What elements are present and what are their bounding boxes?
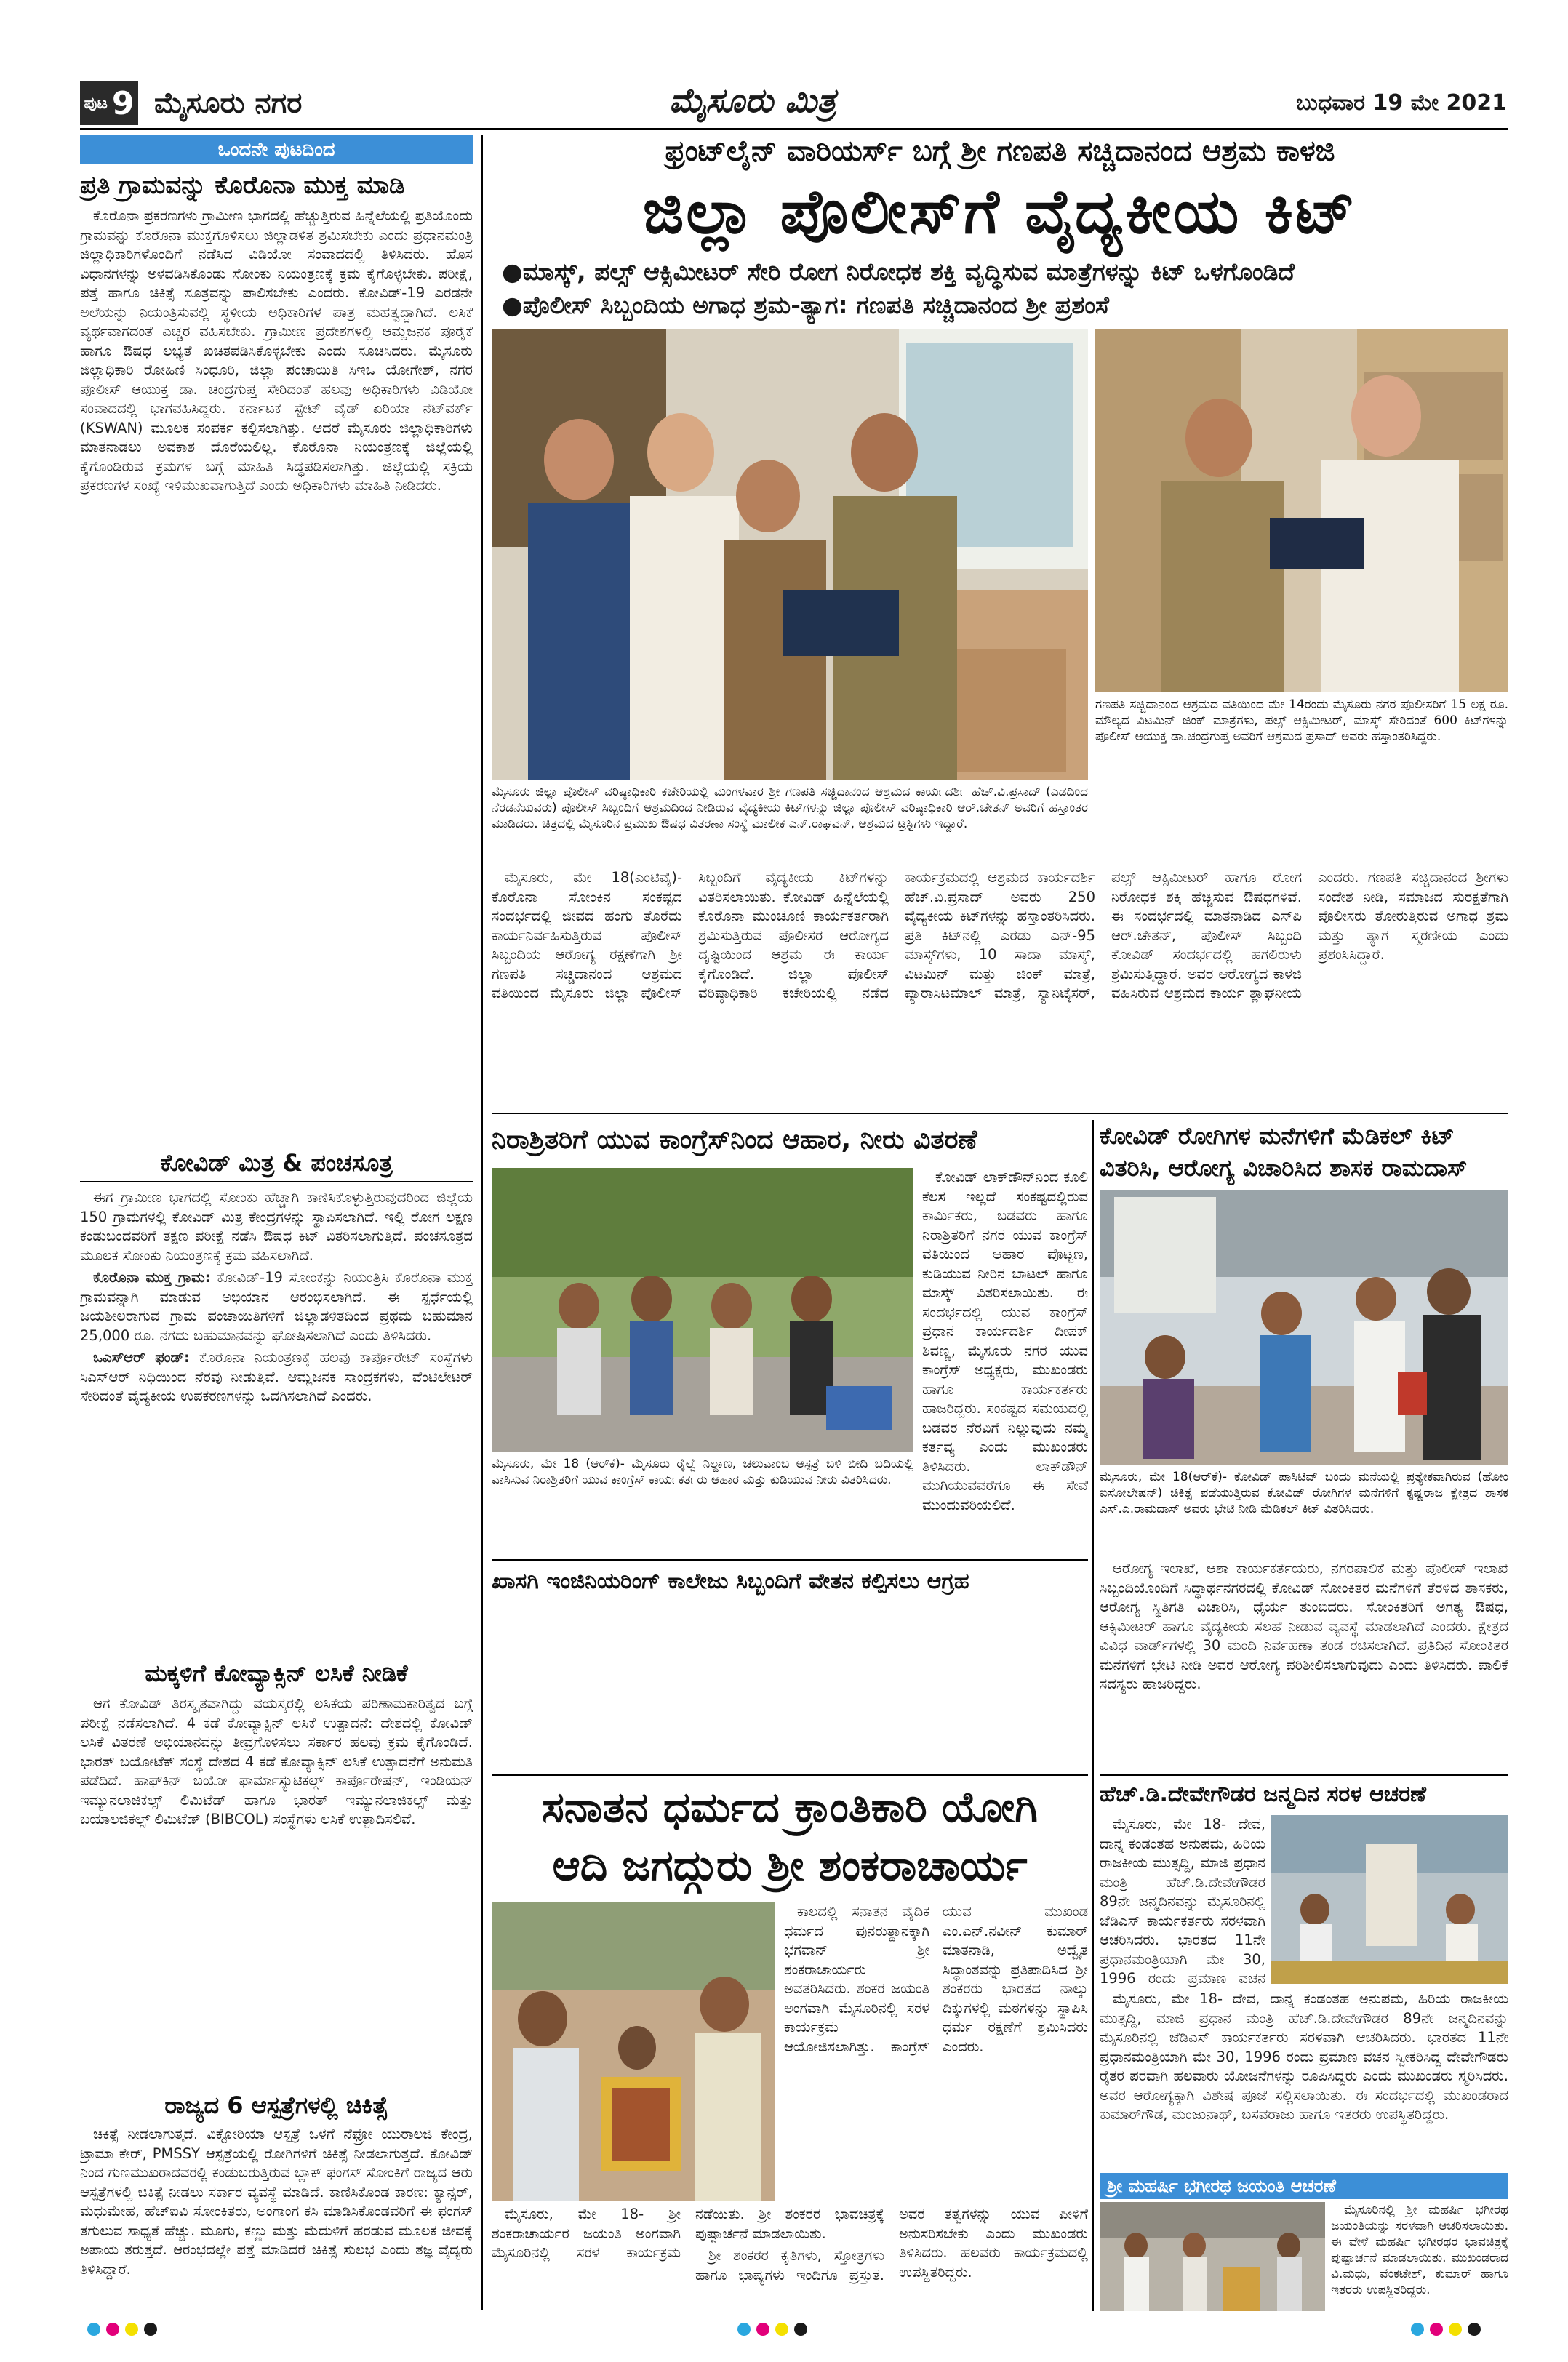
left-body-paragraph-6: ಚಿಕಿತ್ಸೆ ನೀಡಲಾಗುತ್ತದೆ. ವಿಕ್ಟೋರಿಯಾ ಆಸ್ಪತ್ರೆ ಒಳಗೆ ನೆಫ್ರೋ ಯುರಾಲಜಿ ಕೇಂದ್ರ, ಟ್ರಾಮಾ ಕೇರ್, PMSSY ಆಸ್ಪತ್ರೆಯಲ್ಲಿ ರೋಗಿಗಳಿಗೆ ಚಿಕಿತ್ಸೆ ನೀಡಲಾಗುತ್ತದೆ. ಕೋವಿಡ್ ನಿಂದ ಗುಣಮುಖರಾದವರಲ್ಲಿ ಕಂಡುಬರುತ್ತಿರುವ ಬ್ಲಾಕ್ ಫಂಗಸ್ ಸೋಂಕಿಗೆ ರಾಜ್ಯದ ಆರು ಆಸ್ಪತ್ರೆಗಳಲ್ಲಿ ಚಿಕಿತ್ಸೆ ನೀಡಲು ಸರ್ಕಾರ ವ್ಯವಸ್ಥೆ ಮಾಡಿದೆ. ಕಾಣಿಸಿಕೊಂಡ ಕಾರಣ: ಕ್ಯಾನ್ಸರ್, ಮಧುಮೇಹ, ಹೆಚ್‌ಐವಿ ಸೋಂಕಿತರು, ಅಂಗಾಂಗ ಕಸಿ ಮಾಡಿಸಿಕೊಂಡವರಿಗೆ ಈ ಫಂಗಸ್ ತಗುಲುವ ಸಾಧ್ಯತೆ ಹೆಚ್ಚು. ಮೂಗು, ಕಣ್ಣು ಮತ್ತು ಮೆದುಳಿಗೆ ಹರಡುವ ಮೂಲಕ ಜೀವಕ್ಕೆ ಅಪಾಯ ತರುತ್ತದೆ. ಆರಂಭದಲ್ಲೇ ಪತ್ತೆ ಮಾಡಿದರೆ ಚಿಕಿತ್ಸೆ ಸುಲಭ ಎಂದು ತಜ್ಞ ವೈದ್ಯರು ತಿಳಿಸಿದ್ದಾರೆ. [80, 2126, 473, 2278]
lead-body-paragraph: ಮೈಸೂರು, ಮೇ 18(ಎಂಟಿವೈ)- ಕೊರೊನಾ ಸೋಂಕಿನ ಸಂಕಷ್ಟದ ಸಂದರ್ಭದಲ್ಲಿ ಜೀವದ ಹಂಗು ತೊರೆದು ಕಾರ್ಯನಿರ್ವಹಿಸುತ್ತಿರುವ ಪೊಲೀಸ್ ಸಿಬ್ಬಂದಿಯ ಆರೋಗ್ಯ ರಕ್ಷಣೆಗಾಗಿ ಶ್ರೀ ಗಣಪತಿ ಸಚ್ಚಿದಾನಂದ ಆಶ್ರಮದ ವತಿಯಿಂದ ಮೈಸೂರು ಜಿಲ್ಲಾ ಪೊಲೀಸ್ ಸಿಬ್ಬಂದಿಗೆ ವೈದ್ಯಕೀಯ ಕಿಟ್‌ಗಳನ್ನು ವಿತರಿಸಲಾಯಿತು. ಕೋವಿಡ್ ಹಿನ್ನೆಲೆಯಲ್ಲಿ ಕೊರೊನಾ ಮುಂಚೂಣಿ ಕಾರ್ಯಕರ್ತರಾಗಿ ಶ್ರಮಿಸುತ್ತಿರುವ ಪೊಲೀಸರ ಆರೋಗ್ಯದ ದೃಷ್ಟಿಯಿಂದ ಆಶ್ರಮ ಈ ಕಾರ್ಯ ಕೈಗೊಂಡಿದೆ. ಜಿಲ್ಲಾ ಪೊಲೀಸ್ ವರಿಷ್ಠಾಧಿಕಾರಿ ಕಚೇರಿಯಲ್ಲಿ ನಡೆದ ಕಾರ್ಯಕ್ರಮದಲ್ಲಿ ಆಶ್ರಮದ ಕಾರ್ಯದರ್ಶಿ ಹೆಚ್.ವಿ.ಪ್ರಸಾದ್ ಅವರು 250 ವೈದ್ಯಕೀಯ ಕಿಟ್‌ಗಳನ್ನು ಹಸ್ತಾಂತರಿಸಿದರು. ಪ್ರತಿ ಕಿಟ್‌ನಲ್ಲಿ ಎರಡು ಎನ್-95 ಮಾಸ್ಕ್‌ಗಳು, 10 ಸಾದಾ ಮಾಸ್ಕ್, ವಿಟಮಿನ್ ಮತ್ತು ಜಿಂಕ್ ಮಾತ್ರೆ, ಪ್ಯಾರಾಸಿಟಮಾಲ್ ಮಾತ್ರೆ, ಸ್ಯಾನಿಟೈಸರ್, ಪಲ್ಸ್ ಆಕ್ಸಿಮೀಟರ್ ಹಾಗೂ ರೋಗ ನಿರೋಧಕ ಶಕ್ತಿ ಹೆಚ್ಚಿಸುವ ಔಷಧಗಳಿವೆ. ಈ ಸಂದರ್ಭದಲ್ಲಿ ಮಾತನಾಡಿದ ಎಸ್‌ಪಿ ಆರ್.ಚೇತನ್, ಪೊಲೀಸ್ ಸಿಬ್ಬಂದಿ ಕೋವಿಡ್ ಸಂದರ್ಭದಲ್ಲಿ ಹಗಲಿರುಳು ಶ್ರಮಿಸುತ್ತಿದ್ದಾರೆ. ಅವರ ಆರೋಗ್ಯದ ಕಾಳಜಿ ವಹಿಸಿರುವ ಆಶ್ರಮದ ಕಾರ್ಯ ಶ್ಲಾಘನೀಯ ಎಂದರು. ಗಣಪತಿ ಸಚ್ಚಿದಾನಂದ ಶ್ರೀಗಳು ಸಂದೇಶ ನೀಡಿ, ಸಮಾಜದ ಸುರಕ್ಷತೆಗಾಗಿ ಪೊಲೀಸರು ತೋರುತ್ತಿರುವ ಅಗಾಧ ಶ್ರಮ ಮತ್ತು ತ್ಯಾಗ ಸ್ಮರಣೀಯ ಎಂದು ಪ್ರಶಂಸಿಸಿದ್ದಾರೆ. [492, 869, 1508, 1001]
inline-text: ಕೋವಿಡ್-19 ಸೋಂಕನ್ನು ನಿಯಂತ್ರಿಸಿ ಕೊರೊನಾ ಮುಕ್ತ ಗ್ರಾಮವನ್ನಾಗಿ ಮಾಡುವ ಅಭಿಯಾನ ಆರಂಭಿಸಲಾಗಿದೆ. ಈ ಸ್ಪರ್ಧೆಯಲ್ಲಿ ಜಯಶೀಲರಾಗುವ ಗ್ರಾಮ ಪಂಚಾಯಿತಿಗಳಿಗೆ ಜಿಲ್ಲಾಡಳಿತದಿಂದ ಪ್ರಥಮ ಬಹುಮಾನ 25,000 ರೂ. ನಗದು ಬಹುಮಾನವನ್ನು ಘೋಷಿಸಲಾಗಿದೆ ಎಂದು ತಿಳಿಸಿದರು. [80, 1269, 473, 1344]
shankara-paragraph-2: ಶ್ರೀ ಶಂಕರರ ಕೃತಿಗಳು, ಸ್ತೋತ್ರಗಳು ಹಾಗೂ ಭಾಷ್ಯಗಳು ಇಂದಿಗೂ ಪ್ರಸ್ತುತ. ಅವರ ತತ್ವಗಳನ್ನು ಯುವ ಪೀಳಿಗೆ ಅನುಸರಿಸಬೇಕು ಎಂದು ಮುಖಂಡರು ತಿಳಿಸಿದರು. ಹಲವರು ಕಾರ್ಯಕ್ರಮದಲ್ಲಿ ಉಪಸ್ಥಿತರಿದ್ದರು. [695, 2206, 1088, 2283]
section-name: ಮೈಸೂರು ನಗರ [154, 87, 303, 120]
hdd-headline: ಹೆಚ್.ಡಿ.ದೇವೇಗೌಡರ ಜನ್ಮದಿನ ಸರಳ ಆಚರಣೆ [1100, 1782, 1426, 1807]
left-headline: ಪ್ರತಿ ಗ್ರಾಮವನ್ನು ಕೊರೊನಾ ಮುಕ್ತ ಮಾಡಿ [80, 171, 405, 200]
print-registration-dots-right [1411, 2323, 1487, 2339]
page-number-box [80, 81, 138, 125]
left-article-body-3 [80, 1694, 473, 2087]
shankara-body-2 [492, 2205, 1088, 2307]
shankara-paragraph: ಕಾಲದಲ್ಲಿ ಸನಾತನ ವೈದಿಕ ಧರ್ಮದ ಪುನರುತ್ಥಾನಕ್ಕಾಗಿ ಭಗವಾನ್ ಶ್ರೀ ಶಂಕರಾಚಾರ್ಯರು ಅವತರಿಸಿದರು. ಶಂಕರ ಜಯಂತಿ ಅಂಗವಾಗಿ ಮೈಸೂರಿನಲ್ಲಿ ಸರಳ ಕಾರ್ಯಕ್ರಮ ಆಯೋಜಿಸಲಾಗಿತ್ತು. ಕಾಂಗ್ರೆಸ್ ಯುವ ಮುಖಂಡ ಎಂ.ಎನ್.ನವೀನ್ ಕುಮಾರ್ ಮಾತನಾಡಿ, ಅದ್ವೈತ ಸಿದ್ಧಾಂತವನ್ನು ಪ್ರತಿಪಾದಿಸಿದ ಶ್ರೀ ಶಂಕರರು ಭಾರತದ ನಾಲ್ಕು ದಿಕ್ಕುಗಳಲ್ಲಿ ಮಠಗಳನ್ನು ಸ್ಥಾಪಿಸಿ ಧರ್ಮ ರಕ್ಷಣೆಗೆ ಶ್ರಮಿಸಿದರು ಎಂದರು. [784, 1903, 1088, 2055]
bhageeratha-body [1331, 2202, 1508, 2311]
bhageeratha-headline: ಶ್ರೀ ಮಹರ್ಷಿ ಭಗೀರಥ ಜಯಂತಿ ಆಚರಣೆ [1100, 2173, 1508, 2199]
hdd-paragraph-2: ಮೈಸೂರು, ಮೇ 18- ದೇವ, ದಾನ್ನ ಕಂಡಂತಹ ಅನುಪಮ, ಹಿರಿಯ ರಾಜಕೀಯ ಮುತ್ಸದ್ದಿ, ಮಾಜಿ ಪ್ರಧಾನ ಮಂತ್ರಿ ಹೆಚ್.ಡಿ.ದೇವೇಗೌಡರ 89ನೇ ಜನ್ಮದಿನವನ್ನು ಮೈಸೂರಿನಲ್ಲಿ ಜೆಡಿಎಸ್ ಕಾರ್ಯಕರ್ತರು ಸರಳವಾಗಿ ಆಚರಿಸಿದರು. ಭಾರತದ 11ನೇ ಪ್ರಧಾನಮಂತ್ರಿಯಾಗಿ ಮೇ 30, 1996 ರಂದು ಪ್ರಮಾಣ ವಚನ ಸ್ವೀಕರಿಸಿದ್ದ ದೇವೇಗೌಡರು ರೈತರ ಪರವಾಗಿ ಹಲವಾರು ಯೋಜನೆಗಳನ್ನು ರೂಪಿಸಿದ್ದರು ಎಂದು ಮುಖಂಡರು ಸ್ಮರಿಸಿದರು. ಅವರ ಆರೋಗ್ಯಕ್ಕಾಗಿ ವಿಶೇಷ ಪೂಜೆ ಸಲ್ಲಿಸಲಾಯಿತು. ಈ ಸಂದರ್ಭದಲ್ಲಿ ಮುಖಂಡರಾದ ಕುಮಾರ್‌ಗೌಡ, ಮಂಜುನಾಥ್, ಬಸವರಾಜು ಹಾಗೂ ಇತರರು ಉಪಸ್ಥಿತರಿದ್ದರು. [1100, 1990, 1508, 2123]
continued-ribbon: ಒಂದನೇ ಪುಟದಿಂದ [80, 135, 473, 164]
photo-commissioner-kit-handover [1095, 329, 1508, 692]
shankara-headline-line1: ಸನಾತನ ಧರ್ಮದ ಕ್ರಾಂತಿಕಾರಿ ಯೋಗಿ [542, 1782, 1038, 1832]
sub-headline-hospitals: ರಾಜ್ಯದ 6 ಆಸ್ಪತ್ರೆಗಳಲ್ಲಿ ಚಿಕಿತ್ಸೆ [164, 2091, 388, 2119]
engineering-headline: ಖಾಸಗಿ ಇಂಜಿನಿಯರಿಂಗ್ ಕಾಲೇಜು ಸಿಬ್ಬಂದಿಗೆ ವೇತನ ಕಲ್ಪಿಸಲು ಆಗ್ರಹ [492, 1569, 969, 1594]
shankara-headline-line2: ಆದಿ ಜಗದ್ಗುರು ಶ್ರೀ ಶಂಕರಾಚಾರ್ಯ [552, 1841, 1028, 1890]
photo-caption-1: ಮೈಸೂರು ಜಿಲ್ಲಾ ಪೊಲೀಸ್ ವರಿಷ್ಠಾಧಿಕಾರಿ ಕಚೇರಿಯಲ್ಲಿ ಮಂಗಳವಾರ ಶ್ರೀ ಗಣಪತಿ ಸಚ್ಚಿದಾನಂದ ಆಶ್ರಮದ ಕಾರ್ಯದರ್ಶಿ ಹೆಚ್.ವಿ.ಪ್ರಸಾದ್ (ಎಡದಿಂದ ನೆರಡನೆಯವರು) ಪೊಲೀಸ್ ಸಿಬ್ಬಂದಿಗೆ ಆಶ್ರಮದಿಂದ ನೀಡಿರುವ ವೈದ್ಯಕೀಯ ಕಿಟ್‌ಗಳನ್ನು ಜಿಲ್ಲಾ ಪೊಲೀಸ್ ವರಿಷ್ಠಾಧಿಕಾರಿ ಆರ್.ಚೇತನ್ ಅವರಿಗೆ ಹಸ್ತಾಂತರ ಮಾಡಿದರು. ಚಿತ್ರದಲ್ಲಿ ಮೈಸೂರಿನ ಪ್ರಮುಖ ಔಷಧ ವಿತರಣಾ ಸಂಸ್ಥೆ ಮಾಲೀಕ ಎನ್.ರಾಘವನ್, ಆಶ್ರಮದ ಟ್ರಸ್ಟಿಗಳು ಇದ್ದಾರೆ. [492, 785, 1088, 831]
sub-headline-covid-mitra: ಕೋವಿಡ್ ಮಿತ್ರ & ಪಂಚಸೂತ್ರ [160, 1149, 393, 1177]
shankara-body [784, 1902, 1088, 2201]
photo-police-kit-handover [492, 329, 1088, 780]
left-body-paragraph-4 [80, 1348, 473, 1406]
photo-caption-2: ಗಣಪತಿ ಸಚ್ಚಿದಾನಂದ ಆಶ್ರಮದ ವತಿಯಿಂದ ಮೇ 14ರಂದು ಮೈಸೂರು ನಗರ ಪೊಲೀಸರಿಗೆ 15 ಲಕ್ಷ ರೂ. ಮೌಲ್ಯದ ವಿಟಮಿನ್ ಜಿಂಕ್ ಮಾತ್ರೆಗಳು, ಪಲ್ಸ್ ಆಕ್ಸಿಮೀಟರ್, ಮಾಸ್ಕ್ ಸೇರಿದಂತೆ 600 ಕಿಟ್‌ಗಳನ್ನು ಪೊಲೀಸ್ ಆಯುಕ್ತ ಡಾ.ಚಂದ್ರಗುಪ್ತ ಅವರಿಗೆ ಆಶ್ರಮದ ಪ್ರಸಾದ್ ಅವರು ಹಸ್ತಾಂತರಿಸಿದ್ದರು. [1095, 697, 1508, 744]
photo-caption-4: ಮೈಸೂರು, ಮೇ 18(ಆರ್‌ಕೆ)- ಕೋವಿಡ್ ಪಾಸಿಟಿವ್ ಬಂದು ಮನೆಯಲ್ಲಿ ಪ್ರತ್ಯೇಕವಾಗಿರುವ (ಹೋಂ ಐಸೋಲೇಷನ್) ಚಿಕಿತ್ಸೆ ಪಡೆಯುತ್ತಿರುವ ಕೋವಿಡ್ ರೋಗಿಗಳ ಮನೆಗಳಿಗೆ ಕೃಷ್ಣರಾಜ ಕ್ಷೇತ್ರದ ಶಾಸಕ ಎಸ್.ಎ.ರಾಮದಾಸ್ ಅವರು ಭೇಟಿ ನೀಡಿ ಮೆಡಿಕಲ್ ಕಿಟ್ ವಿತರಿಸಿದರು. [1100, 1470, 1508, 1516]
lead-bullet-1: ●ಮಾಸ್ಕ್, ಪಲ್ಸ್ ಆಕ್ಸಿಮೀಟರ್ ಸೇರಿ ರೋಗ ನಿರೋಧಕ ಶಕ್ತಿ ವೃದ್ಧಿಸುವ ಮಾತ್ರೆಗಳನ್ನು ಕಿಟ್ ಒಳಗೊಂಡಿದೆ [502, 257, 1295, 286]
ramadas-headline: ಕೋವಿಡ್ ರೋಗಿಗಳ ಮನೆಗಳಿಗೆ ಮೆಡಿಕಲ್ ಕಿಟ್ ವಿತರಿಸಿ, ಆರೋಗ್ಯ ವಿಚಾರಿಸಿದ ಶಾಸಕ ರಾಮದಾಸ್ [1100, 1122, 1468, 1182]
lead-bullet-2: ●ಪೊಲೀಸ್ ಸಿಬ್ಬಂದಿಯ ಅಗಾಧ ಶ್ರಮ-ತ್ಯಾಗ: ಗಣಪತಿ ಸಚ್ಚಿದಾನಂದ ಶ್ರೀ ಪ್ರಶಂಸೆ [502, 291, 1109, 319]
column-divider [481, 135, 483, 2310]
hdd-paragraph: ಮೈಸೂರು, ಮೇ 18- ದೇವ, ದಾನ್ನ ಕಂಡಂತಹ ಅನುಪಮ, ಹಿರಿಯ ರಾಜಕೀಯ ಮುತ್ಸದ್ದಿ, ಮಾಜಿ ಪ್ರಧಾನ ಮಂತ್ರಿ ಹೆಚ್.ಡಿ.ದೇವೇಗೌಡರ 89ನೇ ಜನ್ಮದಿನವನ್ನು ಮೈಸೂರಿನಲ್ಲಿ ಜೆಡಿಎಸ್ ಕಾರ್ಯಕರ್ತರು ಸರಳವಾಗಿ ಆಚರಿಸಿದರು. ಭಾರತದ 11ನೇ ಪ್ರಧಾನಮಂತ್ರಿಯಾಗಿ ಮೇ 30, 1996 ರಂದು ಪ್ರಮಾಣ ವಚನ [1100, 1816, 1265, 1987]
youth-congress-body [922, 1168, 1088, 1558]
sub-rule [80, 1181, 473, 1182]
photo-shankara-jayanti [492, 1902, 775, 2201]
left-article-body [80, 207, 473, 1137]
left-body-paragraph-3 [80, 1268, 473, 1345]
page-label: ಪುಟ [84, 94, 108, 113]
photo-hdd-birthday [1271, 1815, 1508, 1984]
left-body-paragraph-5: ಆಗ ಕೋವಿಡ್ ತಿರಸ್ಕೃತವಾಗಿದ್ದು ವಯಸ್ಕರಲ್ಲಿ ಲಸಿಕೆಯ ಪರಿಣಾಮಕಾರಿತ್ವದ ಬಗ್ಗೆ ಪರೀಕ್ಷೆ ನಡೆಸಲಾಗಿದೆ. 4 ಕಡೆ ಕೋವ್ಯಾಕ್ಸಿನ್ ಲಸಿಕೆ ಉತ್ಪಾದನೆ: ದೇಶದಲ್ಲಿ ಕೋವಿಡ್ ಲಸಿಕೆ ವಿತರಣೆ ಅಭಿಯಾನವನ್ನು ತೀವ್ರಗೊಳಿಸಲು ಸರ್ಕಾರ ಹಲವು ಕ್ರಮ ಕೈಗೊಂಡಿದೆ. ಭಾರತ್ ಬಯೋಟೆಕ್ ಸಂಸ್ಥೆ ದೇಶದ 4 ಕಡೆ ಕೋವ್ಯಾಕ್ಸಿನ್ ಲಸಿಕೆ ಉತ್ಪಾದನೆಗೆ ಅನುಮತಿ ಪಡೆದಿದೆ. ಹಾಫ್‌ಕಿನ್ ಬಯೋ ಫಾರ್ಮಾಸ್ಯುಟಿಕಲ್ಸ್ ಕಾರ್ಪೊರೇಷನ್, ಇಂಡಿಯನ್ ಇಮ್ಯುನಲಾಜಿಕಲ್ಸ್ ಲಿಮಿಟೆಡ್ ಹಾಗೂ ಭಾರತ್ ಇಮ್ಯುನಲಾಜಿಕಲ್ಸ್ ಮತ್ತು ಬಯಾಲಜಿಕಲ್ಸ್ ಲಿಮಿಟೆಡ್ (BIBCOL) ಸಂಸ್ಥೆಗಳು ಲಸಿಕೆ ಉತ್ಪಾದಿಸಲಿವೆ. [80, 1695, 473, 1827]
left-body-paragraph-2: ಈಗ ಗ್ರಾಮೀಣ ಭಾಗದಲ್ಲಿ ಸೋಂಕು ಹೆಚ್ಚಾಗಿ ಕಾಣಿಸಿಕೊಳ್ಳುತ್ತಿರುವುದರಿಂದ ಜಿಲ್ಲೆಯ 150 ಗ್ರಾಮಗಳಲ್ಲಿ ಕೋವಿಡ್ ಮಿತ್ರ ಕೇಂದ್ರಗಳನ್ನು ಸ್ಥಾಪಿಸಲಾಗಿದೆ. ಇಲ್ಲಿ ರೋಗ ಲಕ್ಷಣ ಕಂಡುಬಂದವರಿಗೆ ತಕ್ಷಣ ಪರೀಕ್ಷೆ ನಡೆಸಿ ಔಷಧ ಕಿಟ್ ವಿತರಿಸಲಾಗುತ್ತಿದೆ. ಪಂಚಸೂತ್ರದ ಮೂಲಕ ಸೋಂಕು ನಿಯಂತ್ರಣಕ್ಕೆ ಕ್ರಮ ವಹಿಸಲಾಗಿದೆ. [80, 1189, 473, 1264]
mid-divider [492, 1559, 1088, 1561]
print-registration-dots-center [737, 2323, 813, 2339]
shankara-top-rule [492, 1774, 1088, 1776]
youth-congress-paragraph: ಕೋವಿಡ್ ಲಾಕ್‌ಡೌನ್‌ನಿಂದ ಕೂಲಿ ಕೆಲಸ ಇಲ್ಲದೆ ಸಂಕಷ್ಟದಲ್ಲಿರುವ ಕಾರ್ಮಿಕರು, ಬಡವರು ಹಾಗೂ ನಿರಾಶ್ರಿತರಿಗೆ ನಗರ ಯುವ ಕಾಂಗ್ರೆಸ್ ವತಿಯಿಂದ ಆಹಾರ ಪೊಟ್ಟಣ, ಕುಡಿಯುವ ನೀರಿನ ಬಾಟಲ್ ಹಾಗೂ ಮಾಸ್ಕ್ ವಿತರಿಸಲಾಯಿತು. ಈ ಸಂದರ್ಭದಲ್ಲಿ ಯುವ ಕಾಂಗ್ರೆಸ್ ಪ್ರಧಾನ ಕಾರ್ಯದರ್ಶಿ ದೀಪಕ್ ಶಿವಣ್ಣ, ಮೈಸೂರು ನಗರ ಯುವ ಕಾಂಗ್ರೆಸ್ ಅಧ್ಯಕ್ಷರು, ಮುಖಂಡರು ಹಾಗೂ ಕಾರ್ಯಕರ್ತರು ಹಾಜರಿದ್ದರು. ಸಂಕಷ್ಟದ ಸಮಯದಲ್ಲಿ ಬಡವರ ನೆರವಿಗೆ ನಿಲ್ಲುವುದು ನಮ್ಮ ಕರ್ತವ್ಯ ಎಂದು ಮುಖಂಡರು ತಿಳಿಸಿದರು. ಲಾಕ್‌ಡೌನ್ ಮುಗಿಯುವವರೆಗೂ ಈ ಸೇವೆ ಮುಂದುವರಿಯಲಿದೆ. [922, 1169, 1088, 1513]
hdd-body-bottom [1100, 1990, 1508, 2171]
left-body-paragraph: ಕೊರೊನಾ ಪ್ರಕರಣಗಳು ಗ್ರಾಮೀಣ ಭಾಗದಲ್ಲಿ ಹೆಚ್ಚುತ್ತಿರುವ ಹಿನ್ನೆಲೆಯಲ್ಲಿ ಪ್ರತಿಯೊಂದು ಗ್ರಾಮವನ್ನು ಕೊರೊನಾ ಮುಕ್ತಗೊಳಿಸಲು ಜಿಲ್ಲಾಡಳಿತ ಶ್ರಮಿಸಬೇಕು ಎಂದು ಪ್ರಧಾನಮಂತ್ರಿ ಜಿಲ್ಲಾಧಿಕಾರಿಗಳೊಂದಿಗೆ ನಡೆಸಿದ ವಿಡಿಯೋ ಸಂವಾದದಲ್ಲಿ ತಿಳಿಸಿದರು. ಹೊಸ ವಿಧಾನಗಳನ್ನು ಅಳವಡಿಸಿಕೊಂಡು ಸೋಂಕು ನಿಯಂತ್ರಣಕ್ಕೆ ಕ್ರಮ ಕೈಗೊಳ್ಳಬೇಕು. ಪರೀಕ್ಷೆ, ಪತ್ತೆ ಹಾಗೂ ಚಿಕಿತ್ಸೆ ಸೂತ್ರವನ್ನು ಪಾಲಿಸಬೇಕು ಎಂದರು. ಕೋವಿಡ್-19 ಎರಡನೇ ಅಲೆಯನ್ನು ನಿಯಂತ್ರಿಸುವಲ್ಲಿ ಸ್ಥಳೀಯ ಅಧಿಕಾರಿಗಳ ಪಾತ್ರ ಮಹತ್ವದ್ದಾಗಿದೆ. ಲಸಿಕೆ ವ್ಯರ್ಥವಾಗದಂತೆ ಎಚ್ಚರ ವಹಿಸಬೇಕು. ಗ್ರಾಮೀಣ ಪ್ರದೇಶಗಳಲ್ಲಿ ಆಮ್ಲಜನಕ ಪೂರೈಕೆ ಹಾಗೂ ಔಷಧ ಲಭ್ಯತೆ ಖಚಿತಪಡಿಸಿಕೊಳ್ಳಬೇಕು ಎಂದು ಸೂಚಿಸಿದರು. ಮೈಸೂರು ಜಿಲ್ಲಾಧಿಕಾರಿ ರೋಹಿಣಿ ಸಿಂಧೂರಿ, ಜಿಲ್ಲಾ ಪಂಚಾಯಿತಿ ಸಿಇಒ ಯೋಗೇಶ್, ನಗರ ಪೊಲೀಸ್ ಆಯುಕ್ತ ಡಾ. ಚಂದ್ರಗುಪ್ತ ಸೇರಿದಂತೆ ಹಲವು ಅಧಿಕಾರಿಗಳು ವಿಡಿಯೋ ಸಂವಾದದಲ್ಲಿ ಭಾಗವಹಿಸಿದ್ದರು. ಕರ್ನಾಟಕ ಸ್ಟೇಟ್ ವೈಡ್ ಏರಿಯಾ ನೆಟ್‌ವರ್ಕ್ (KSWAN) ಮೂಲಕ ಸಂಪರ್ಕ ಕಲ್ಪಿಸಲಾಗಿತ್ತು. ಆದರೆ ಮೈಸೂರು ಜಿಲ್ಲಾಧಿಕಾರಿಗಳು ಮಾತನಾಡಲು ಅವಕಾಶ ದೊರೆಯಲಿಲ್ಲ. ಕೊರೊನಾ ನಿಯಂತ್ರಣಕ್ಕೆ ಜಿಲ್ಲೆಯಲ್ಲಿ ಕೈಗೊಂಡಿರುವ ಕ್ರಮಗಳ ಬಗ್ಗೆ ಮಾಹಿತಿ ಸಿದ್ಧಪಡಿಸಲಾಗಿತ್ತು. ಜಿಲ್ಲೆಯಲ್ಲಿ ಸಕ್ರಿಯ ಪ್ರಕರಣಗಳ ಸಂಖ್ಯೆ ಇಳಿಮುಖವಾಗುತ್ತಿದೆ ಎಂದು ಅಧಿಕಾರಿಗಳು ಮಾಹಿತಿ ನೀಡಿದರು. [80, 207, 473, 494]
page-number: 9 [111, 84, 135, 122]
ramadas-body [1100, 1559, 1508, 1770]
masthead: ಮೈಸೂರು ಮಿತ್ರ [669, 81, 836, 120]
lead-kicker: ಫ್ರಂಟ್‌ಲೈನ್ ವಾರಿಯರ್ಸ್ ಬಗ್ಗೆ ಶ್ರೀ ಗಣಪತಿ ಸಚ್ಚಿದಾನಂದ ಆಶ್ರಮ ಕಾಳಜಿ [665, 135, 1335, 168]
inline-subhead: ಕೊರೊನಾ ಮುಕ್ತ ಗ್ರಾಮ: [93, 1269, 211, 1286]
print-registration-dots-left [87, 2323, 163, 2339]
inline-text-2: ಕೊರೊನಾ ನಿಯಂತ್ರಣಕ್ಕೆ ಹಲವು ಕಾರ್ಪೊರೇಟ್ ಸಂಸ್ಥೆಗಳು ಸಿಎಸ್‌ಆರ್ ನಿಧಿಯಿಂದ ನೆರವು ನೀಡುತ್ತಿವೆ. ಆಮ್ಲಜನಕ ಸಾಂದ್ರಕಗಳು, ವೆಂಟಿಲೇಟರ್ ಸೇರಿದಂತೆ ವೈದ್ಯಕೀಯ ಉಪಕರಣಗಳನ್ನು ಒದಗಿಸಲಾಗಿದೆ ಎಂದರು. [80, 1349, 473, 1404]
bhageeratha-paragraph: ಮೈಸೂರಿನಲ್ಲಿ ಶ್ರೀ ಮಹರ್ಷಿ ಭಗೀರಥ ಜಯಂತಿಯನ್ನು ಸರಳವಾಗಿ ಆಚರಿಸಲಾಯಿತು. ಈ ವೇಳೆ ಮಹರ್ಷಿ ಭಗೀರಥರ ಭಾವಚಿತ್ರಕ್ಕೆ ಪುಷ್ಪಾರ್ಚನೆ ಮಾಡಲಾಯಿತು. ಮುಖಂಡರಾದ ವಿ.ಮಧು, ವೆಂಕಟೇಶ್, ಕುಮಾರ್ ಹಾಗೂ ಇತರರು ಉಪಸ್ಥಿತರಿದ್ದರು. [1331, 2203, 1508, 2297]
photo-caption-3: ಮೈಸೂರು, ಮೇ 18 (ಆರ್‌ಕೆ)- ಮೈಸೂರು ರೈಲ್ವೆ ನಿಲ್ದಾಣ, ಚಲುವಾಂಬ ಆಸ್ಪತ್ರೆ ಬಳಿ ಬೀದಿ ಬದಿಯಲ್ಲಿ ವಾಸಿಸುವ ನಿರಾಶ್ರಿತರಿಗೆ ಯುವ ಕಾಂಗ್ರೆಸ್ ಕಾರ್ಯಕರ್ತರು ಆಹಾರ ಮತ್ತು ಕುಡಿಯುವ ನೀರು ವಿತರಿಸಿದರು. [492, 1457, 913, 1487]
lead-bottom-rule [492, 1113, 1508, 1114]
lead-article-body [492, 868, 1508, 1108]
inline-subhead-2: ಒಎಸ್‌ಆರ್ ಫಂಡ್: [93, 1349, 190, 1366]
hdd-top-rule [1100, 1774, 1508, 1776]
sub-headline-covaxin: ಮಕ್ಕಳಿಗೆ ಕೋವ್ಯಾಕ್ಸಿನ್ ಲಸಿಕೆ ನೀಡಿಕೆ [145, 1660, 408, 1687]
left-article-body-2 [80, 1188, 473, 1654]
issue-date: ಬುಧವಾರ 19 ಮೇ 2021 [1296, 90, 1507, 116]
shankara-caption: ಮೈಸೂರು, ಮೇ 18- ಶ್ರೀ ಶಂಕರಾಚಾರ್ಯರ ಜಯಂತಿ ಅಂಗವಾಗಿ ಮೈಸೂರಿನಲ್ಲಿ ಸರಳ ಕಾರ್ಯಕ್ರಮ ನಡೆಯಿತು. ಶ್ರೀ ಶಂಕರರ ಭಾವಚಿತ್ರಕ್ಕೆ ಪುಷ್ಪಾರ್ಚನೆ ಮಾಡಲಾಯಿತು. [492, 2206, 884, 2261]
column-divider-2 [1092, 1120, 1094, 2311]
photo-medical-kit-visit [1100, 1190, 1508, 1465]
hdd-body-left [1100, 1815, 1265, 1987]
photo-food-distribution [492, 1168, 913, 1452]
youth-congress-headline: ನಿರಾಶ್ರಿತರಿಗೆ ಯುವ ಕಾಂಗ್ರೆಸ್‌ನಿಂದ ಆಹಾರ, ನೀರು ವಿತರಣೆ [492, 1125, 977, 1155]
photo-bhageeratha-jayanti [1100, 2202, 1325, 2311]
header-rule [80, 128, 1508, 130]
ramadas-paragraph: ಆರೋಗ್ಯ ಇಲಾಖೆ, ಆಶಾ ಕಾರ್ಯಕರ್ತೆಯರು, ನಗರಪಾಲಿಕೆ ಮತ್ತು ಪೊಲೀಸ್ ಇಲಾಖೆ ಸಿಬ್ಬಂದಿಯೊಂದಿಗೆ ಸಿದ್ಧಾರ್ಥನಗರದಲ್ಲಿ ಕೋವಿಡ್ ಸೋಂಕಿತರ ಮನೆಗಳಿಗೆ ತೆರಳಿದ ಶಾಸಕರು, ಆರೋಗ್ಯ ಸ್ಥಿತಿಗತಿ ವಿಚಾರಿಸಿ, ಧೈರ್ಯ ತುಂಬಿದರು. ಸೋಂಕಿತರಿಗೆ ಅಗತ್ಯ ಔಷಧ, ಆಕ್ಸಿಮೀಟರ್ ಹಾಗೂ ವೈದ್ಯಕೀಯ ಸಲಹೆ ನೀಡುವ ವ್ಯವಸ್ಥೆ ಮಾಡಲಾಗಿದೆ ಎಂದರು. ಕ್ಷೇತ್ರದ ವಿವಿಧ ವಾರ್ಡ್‌ಗಳಲ್ಲಿ 30 ಮಂದಿ ನಿರ್ವಹಣಾ ತಂಡ ರಚಿಸಲಾಗಿದೆ. ಪ್ರತಿದಿನ ಸೋಂಕಿತರ ಮನೆಗಳಿಗೆ ಭೇಟಿ ನೀಡಿ ಅವರ ಆರೋಗ್ಯ ಪರಿಶೀಲಿಸಲಾಗುವುದು ಎಂದು ತಿಳಿಸಿದರು. ಪಾಲಿಕೆ ಸದಸ್ಯರು ಹಾಜರಿದ್ದರು. [1100, 1560, 1508, 1692]
lead-headline: ಜಿಲ್ಲಾ ಪೊಲೀಸ್‌ಗೆ ವೈದ್ಯಕೀಯ ಕಿಟ್ [642, 176, 1358, 247]
left-article-body-4 [80, 2125, 473, 2297]
